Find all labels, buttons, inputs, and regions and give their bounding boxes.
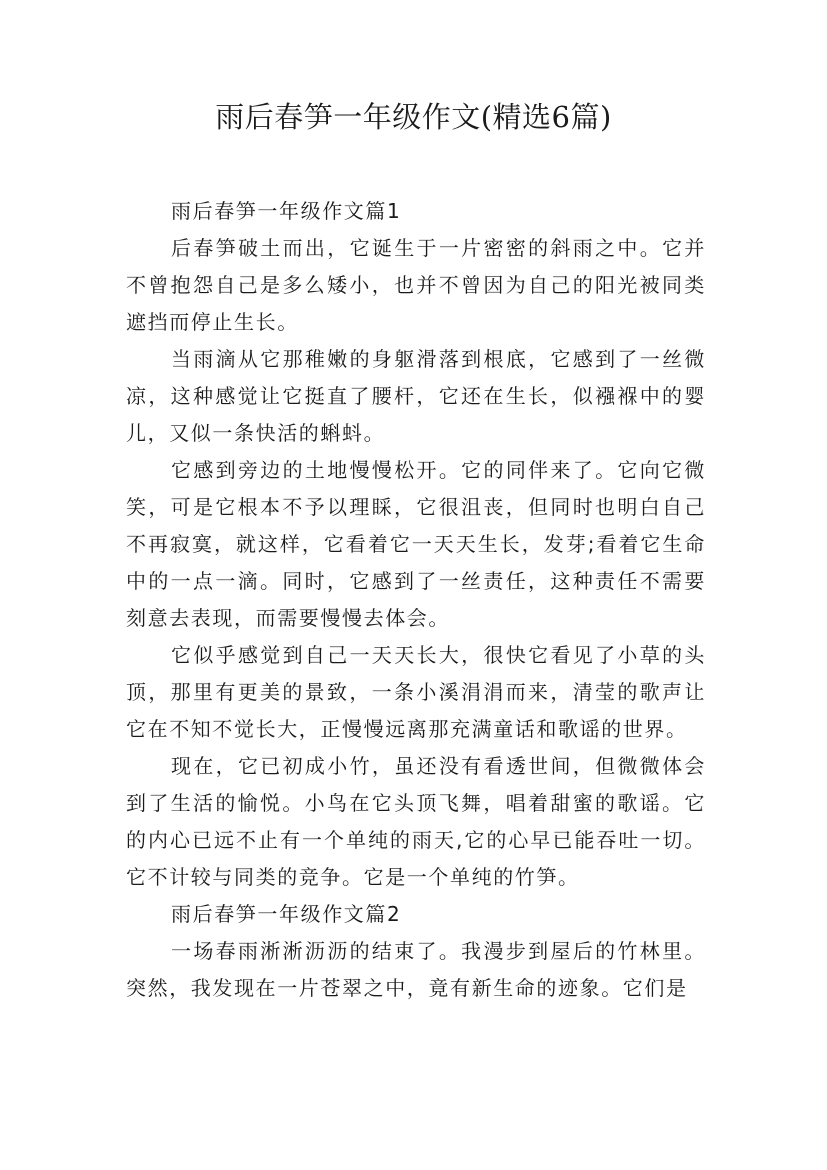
document-body	[126, 193, 706, 1007]
body-paragraph: 它感到旁边的土地慢慢松开。它的同伴来了。它向它微笑，可是它根本不予以理睬，它很沮丧，但同时也明白自己不再寂寞，就这样，它看着它一天天生长，发芽;看着它生命中的一点一滴。同时，它感到了一丝责任，这种责任不需要刻意去表现，而需要慢慢去体会。	[126, 458, 706, 630]
body-paragraph: 它似乎感觉到自己一天天长大，很快它看见了小草的头顶，那里有更美的景致，一条小溪涓涓而来，清莹的歌声让它在不知不觉长大，正慢慢远离那充满童话和歌谣的世界。	[126, 643, 706, 741]
document-title: 雨后春笋一年级作文(精选6篇)	[215, 100, 612, 134]
section-heading-2: 雨后春笋一年级作文篇2	[171, 902, 402, 926]
body-paragraph: 后春笋破土而出，它诞生于一片密密的斜雨之中。它并不曾抱怨自己是多么矮小，也并不曾因为自己的阳光被同类遮挡而停止生长。	[126, 236, 706, 334]
section-heading-1: 雨后春笋一年级作文篇1	[171, 199, 402, 223]
body-paragraph: 现在，它已初成小竹，虽还没有看透世间，但微微体会到了生活的愉悦。小鸟在它头顶飞舞，唱着甜蜜的歌谣。它的内心已远不止有一个单纯的雨天,它的心早已能吞吐一切。它不计较与同类的竞争。它是一个单纯的竹笋。	[126, 754, 706, 889]
body-paragraph: 当雨滴从它那稚嫩的身躯滑落到根底，它感到了一丝微凉，这种感觉让它挺直了腰杆，它还在生长，似襁褓中的婴儿，又似一条快活的蝌蚪。	[126, 347, 706, 445]
body-paragraph: 一场春雨淅淅沥沥的结束了。我漫步到屋后的竹林里。突然，我发现在一片苍翠之中，竟有新生命的迹象。它们是	[126, 939, 706, 1000]
